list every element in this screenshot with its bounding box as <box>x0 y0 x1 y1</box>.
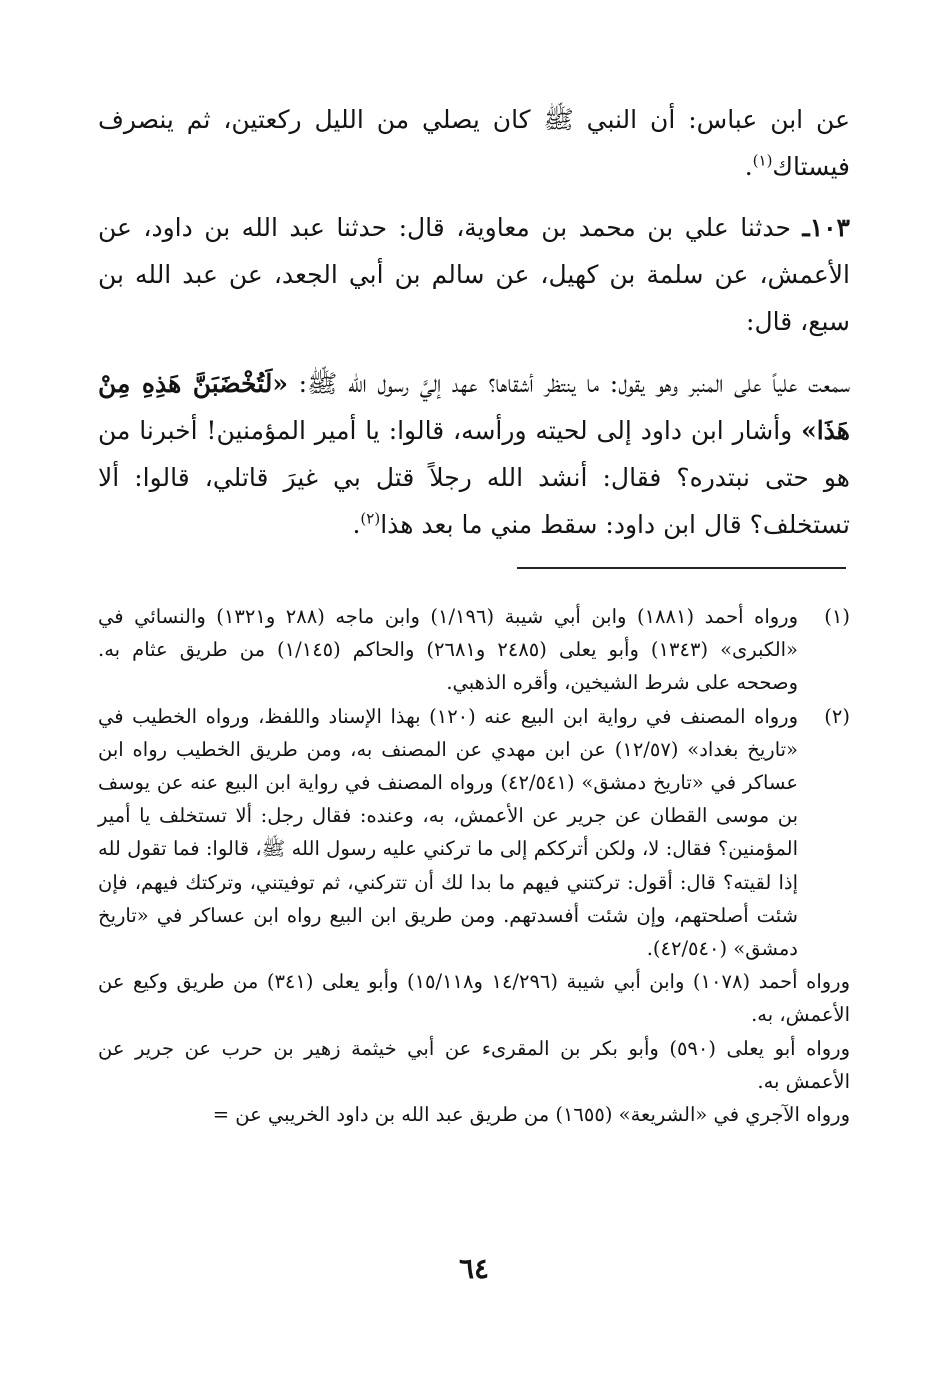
paragraph-3 <box>98 360 850 548</box>
hadith-number: ١٠٣ـ <box>802 213 850 242</box>
footnote-2-continuation <box>98 965 850 1131</box>
page-number: ٦٤ <box>458 1252 490 1285</box>
paragraph-3-text-b: وأشار ابن داود إلى لحيته ورأسه، قالوا: يا أمير المؤمنين! أخبرنا من هو حتى نبتدره؟ فقال: أنشد الله رجلاً قتل بي غيرَ قاتلي، قالوا: ألا تستخلف؟ قال ابن داود: سقط مني ما بعد هذا <box>98 416 850 539</box>
paragraph-3-text-a: سمعت علياً على المنبر وهو يقول: ما ينتظر أشقاها؟ عهد إليَّ رسول الله ﷺ: <box>287 369 850 398</box>
paragraph-1-text: عن ابن عباس: أن النبي ﷺ كان يصلي من الليل ركعتين، ثم ينصرف فيستاك <box>98 105 850 181</box>
footnote-separator <box>517 567 846 569</box>
paragraph-2 <box>98 204 850 345</box>
footnote-number: (١) <box>824 605 850 628</box>
prophetic-quote: «لَتُخْضَبَنَّ هَذِهِ مِنْ هَذَا» <box>98 369 850 445</box>
footnote-text: ورواه أحمد (١٨٨١) وابن أبي شيبة (١/١٩٦) وابن ماجه (٢٨٨ و١٣٢١) والنسائي في «الكبرى» (١٣٤٣) وأبو يعلى (٢٤٨٥ و٢٦٨١) والحاكم (١/١٤٥) من طريق عثام به. وصححه على شرط الشيخين، وأقره الذهبي. <box>98 605 798 695</box>
paragraph-2-text: حدثنا علي بن محمد بن معاوية، قال: حدثنا عبد الله بن داود، عن الأعمش، عن سلمة بن كهيل، عن سالم بن أبي الجعد، عن عبد الله بن سبع، قال: <box>98 213 850 336</box>
footnote-line: ورواه الآجري في «الشريعة» (١٦٥٥) من طريق عبد الله بن داود الخريبي عن = <box>212 1103 850 1127</box>
footnote-text: ورواه المصنف في رواية ابن البيع عنه (١٢٠) بهذا الإسناد واللفظ، ورواه الخطيب في «تاريخ بغداد» (١٢/٥٧) عن ابن مهدي عن المصنف به، ومن طريق الخطيب رواه ابن عساكر في «تاريخ دمشق» (٤٢/٥٤١) ورواه المصنف في رواية ابن البيع عنه عن يوسف بن موسى القطان عن جرير عن الأعمش، به، وعنده: فقال رجل: ألا تستخلف يا أمير المؤمنين؟ فقال: لا، ولكن أترككم إلى ما تركني عليه رسول الله ﷺ، قالوا: فما تقول لله إذا لقيته؟ قال: أقول: تركتني فيهم ما بدا لك أن تتركني، ثم توفيتني، وتركتك فيهم، فإن شئت أصلحتهم، وإن شئت أفسدتهم. ومن طريق ابن البيع رواه ابن عساكر في «تاريخ دمشق» (٤٢/٥٤٠). <box>98 704 798 961</box>
footnote-1 <box>98 600 850 700</box>
paragraph-1-end: . <box>744 152 753 181</box>
footnote-line: ورواه أبو يعلى (٥٩٠) وأبو بكر بن المقرىء عن أبي خيثمة زهير بن حرب عن جرير عن الأعمش به. <box>98 1036 850 1093</box>
footnote-number: (٢) <box>824 704 850 728</box>
footnote-2 <box>98 700 850 966</box>
paragraph-3-end: . <box>352 510 361 539</box>
footnotes-section <box>98 600 850 1131</box>
footnote-ref-2[interactable]: (٢) <box>360 509 381 528</box>
paragraph-1 <box>98 96 850 190</box>
footnote-line: ورواه أحمد (١٠٧٨) وابن أبي شيبة (١٤/٢٩٦ و١٥/١١٨) وأبو يعلى (٣٤١) من طريق وكيع عن الأعمش، به. <box>98 970 850 1027</box>
footnote-ref-1[interactable]: (١) <box>752 151 773 170</box>
